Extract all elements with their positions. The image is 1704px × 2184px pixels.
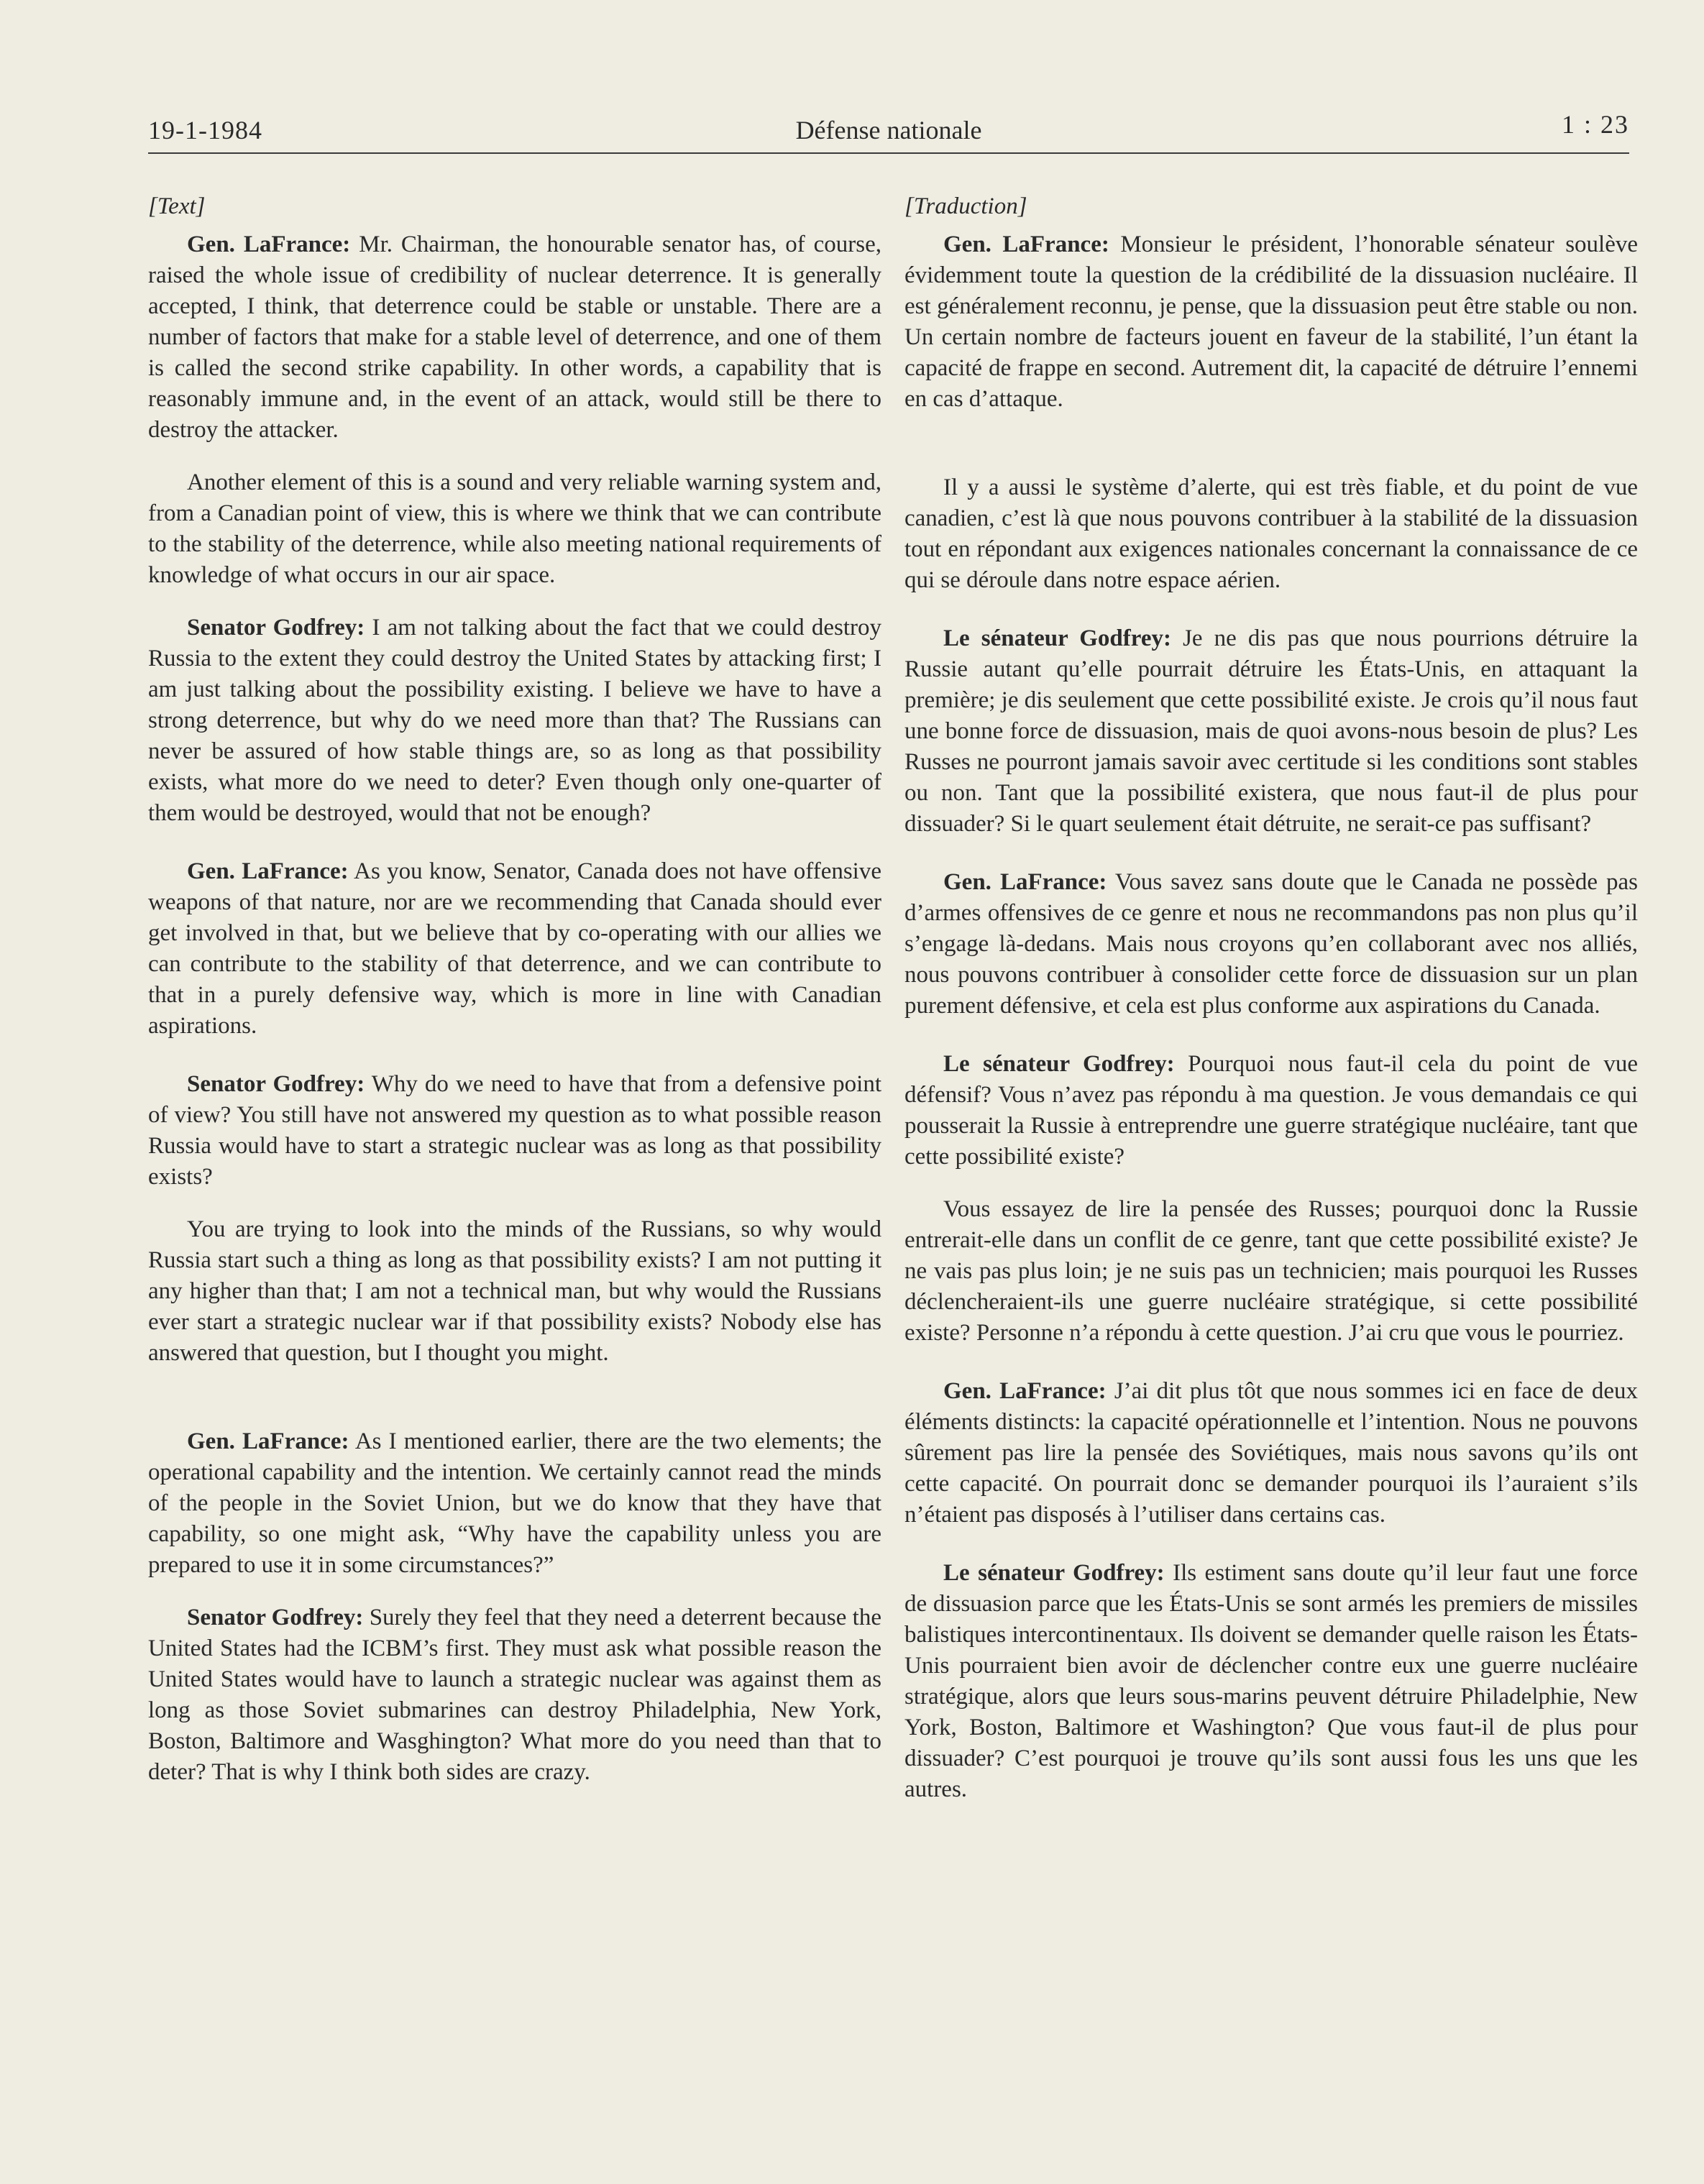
paragraph	[148, 1426, 881, 1581]
speaker-name: Senator Godfrey:	[187, 1071, 365, 1097]
paragraph	[148, 1602, 881, 1788]
paragraph	[148, 229, 881, 446]
paragraph-text: Je ne dis pas que nous pourrions détruire la Russie autant qu’elle pourrait détruire les États-Unis, en attaquant la première; je dis seulement que cette possibilité existe. Je crois qu’il nous faut une bonne force de dissuasion, mais de quoi avons-nous besoin de plus? Les Russes ne pourront jamais savoir avec certitude si les conditions sont stables ou non. Tant que la possibilité existera, que nous faut-il de plus pour dissuader? Si le quart seulement était détruite, ne serait-ce pas suffisant?	[904, 625, 1638, 837]
paragraph	[148, 612, 881, 829]
speaker-name: Senator Godfrey:	[187, 615, 365, 641]
paragraph	[148, 1214, 881, 1369]
paragraph-text: Why do we need to have that from a defensive point of view? You still have not answered my question as to what possible reason Russia would have to start a strategic nuclear was as long as that possibility exists?	[148, 1071, 882, 1190]
traduction-tag: [Traduction]	[904, 193, 1027, 219]
paragraph-text: Vous savez sans doute que le Canada ne possède pas d’armes offensives de ce genre et nous ne recommandons pas non plus qu’il s’engage là-dedans. Mais nous croyons qu’en collaborant avec nos alliés, nous pouvons contribuer à consolider cette force de dissuasion sur un plan purement défensive, et cela est plus conforme aux aspirations du Canada.	[904, 869, 1638, 1019]
paragraph-text: As I mentioned earlier, there are the two elements; the operational capability and the intention. We certainly cannot read the minds of the people in the Soviet Union, but we do know that they have that capability, so one might ask, “Why have the capability unless you are prepared to use it in some circumstances?”	[148, 1428, 881, 1578]
speaker-name: Gen. LaFrance:	[187, 858, 349, 884]
paragraph	[904, 1194, 1638, 1349]
paragraph-text: Surely they feel that they need a deterrent because the United States had the ICBM’s first. They must ask what possible reason the United States would have to launch a strategic nuclear was against them as long as those Soviet submarines can destroy Philadelphia, New York, Boston, Baltimore and Wasghington? What more do you need than that to deter? That is why I think both sides are crazy.	[148, 1605, 882, 1785]
header-title: Défense nationale	[795, 116, 982, 144]
paragraph-text: Another element of this is a sound and very reliable warning system and, from a Canadian point of view, this is where we think that we can contribute to the stability of the deterrence, while also meeting national requirements of knowledge of what occurs in our air space.	[148, 469, 881, 588]
header-rule	[148, 152, 1629, 154]
speaker-name: Le sénateur Godfrey:	[943, 625, 1171, 651]
paragraph-text: Vous essayez de lire la pensée des Russes; pourquoi donc la Russie entrerait-elle dans un conflit de ce genre, tant que cette possibilité existe? Je ne vais pas plus loin; je ne suis pas un technicien; mais pourquoi les Russes déclencheraient-ils une guerre nucléaire stratégique, si cette possibilité existe? Personne n’a répondu à cette question. J’ai cru que vous le pourriez.	[904, 1196, 1638, 1346]
header-page-number: 1 : 23	[1561, 110, 1629, 139]
french-column	[904, 191, 1638, 1805]
text-tag: [Text]	[148, 193, 206, 219]
paragraph-text: J’ai dit plus tôt que nous sommes ici en face de deux éléments distincts: la capacité opérationnelle et l’intention. Nous ne pouvons sûrement pas lire la pensée des Soviétiques, mais nous savons qu’ils ont cette capacité. On pourrait donc se demander pourquoi ils l’auraient s’ils n’étaient pas disposés à l’utiliser dans certains cas.	[904, 1378, 1638, 1528]
paragraph	[148, 856, 881, 1042]
paragraph-text: As you know, Senator, Canada does not have offensive weapons of that nature, nor are we recommending that Canada should ever get involved in that, but we believe that by co-operating with our allies we can contribute to the stability of that deterrence, and we can contribute to that in a purely defensive way, which is more in line with Canadian aspirations.	[148, 858, 881, 1039]
paragraph-text: Pourquoi nous faut-il cela du point de vue défensif? Vous n’avez pas répondu à ma question. Je vous demandais ce qui pousserait la Russie à entreprendre une guerre stratégique nucléaire, tant que cette possibilité existe?	[904, 1051, 1638, 1170]
english-column	[148, 191, 881, 1788]
paragraph	[904, 1558, 1638, 1805]
speaker-name: Gen. LaFrance:	[943, 231, 1109, 257]
paragraph	[148, 467, 881, 591]
paragraph	[904, 229, 1638, 415]
speaker-name: Le sénateur Godfrey:	[943, 1051, 1175, 1077]
paragraph-text: Monsieur le président, l’honorable sénateur soulève évidemment toute la question de la crédibilité de la dissuasion nucléaire. Il est généralement reconnu, je pense, que la dissuasion peut être stable ou non. Un certain nombre de facteurs jouent en faveur de la stabilité, l’un étant la capacité de frappe en second. Autrement dit, la capacité de détruire l’ennemi en cas d’attaque.	[904, 231, 1639, 412]
paragraph-text: Ils estiment sans doute qu’il leur faut une force de dissuasion parce que les États-Unis se sont armés les premiers de missiles balistiques intercontinentaux. Ils doivent se demander quelle raison les États-Unis pourraient bien avoir de déclencher contre eux une guerre nucléaire stratégique, alors que leurs sous-marins peuvent détruire Philadelphie, New York, Boston, Baltimore et Washington? Que vous faut-il de plus pour dissuader? C’est pourquoi je trouve qu’ils sont aussi fous les uns que les autres.	[904, 1560, 1638, 1802]
page-header	[148, 109, 1629, 155]
paragraph	[148, 1069, 881, 1193]
paragraph	[904, 1376, 1638, 1531]
speaker-name: Gen. LaFrance:	[943, 1378, 1107, 1404]
paragraph	[904, 472, 1638, 596]
speaker-name: Senator Godfrey:	[187, 1605, 364, 1630]
paragraph-text: Mr. Chairman, the honourable senator has, of course, raised the whole issue of credibility of nuclear deterrence. It is generally accepted, I think, that deterrence could be stable or unstable. There are a number of factors that make for a stable level of deterrence, and one of them is called the second strike capability. In other words, a capability that is reasonably immune and, in the event of an attack, would still be there to destroy the attacker.	[148, 231, 882, 443]
paragraph	[904, 867, 1638, 1022]
header-date: 19-1-1984	[148, 116, 262, 144]
paragraph	[904, 1049, 1638, 1173]
paragraph-text: You are trying to look into the minds of the Russians, so why would Russia start such a thing as long as that possibility exists? I am not putting it any higher than that; I am not a technical man, but why would the Russians ever start a strategic nuclear war if that possibility exists? Nobody else has answered that question, but I thought you might.	[148, 1216, 881, 1366]
paragraph-text: Il y a aussi le système d’alerte, qui est très fiable, et du point de vue canadien, c’est là que nous pouvons contribuer à la stabilité de la dissuasion tout en répondant aux exigences nationales concernant la connaissance de ce qui se déroule dans notre espace aérien.	[904, 474, 1638, 593]
speaker-name: Gen. LaFrance:	[187, 231, 351, 257]
speaker-name: Gen. LaFrance:	[943, 869, 1107, 895]
paragraph-text: I am not talking about the fact that we could destroy Russia to the extent they could destroy the United States by attacking first; I am just talking about the possibility existing. I believe we have to have a strong deterrence, but why do we need more than that? The Russians can never be assured of how stable things are, so as long as that possibility exists, what more do we need to deter? Even though only one-quarter of them would be destroyed, would that not be enough?	[148, 615, 882, 826]
speaker-name: Gen. LaFrance:	[187, 1428, 349, 1454]
paragraph	[904, 623, 1638, 840]
speaker-name: Le sénateur Godfrey:	[943, 1560, 1165, 1586]
